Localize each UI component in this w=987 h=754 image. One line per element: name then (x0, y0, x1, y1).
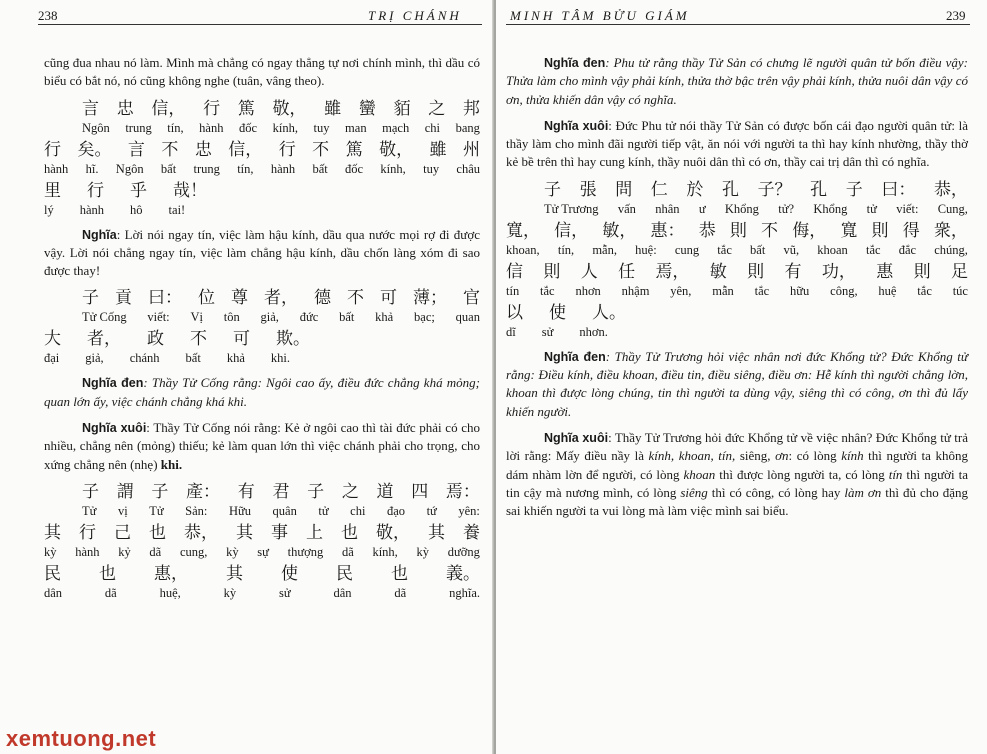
romanization-word: kính, (380, 161, 406, 176)
keyword-run: ơn (775, 448, 789, 464)
han-char: 敏， (602, 220, 637, 241)
romanization-word: Sản: (185, 503, 208, 518)
romanization-word: tử (866, 201, 877, 216)
romanization-word: sự (257, 544, 269, 559)
nghia-xuoi-paragraph-1 (506, 117, 968, 172)
romanization-word: kỳ (223, 585, 237, 600)
quote-block-1 (44, 99, 480, 218)
romanization-word: dưỡng (447, 544, 480, 559)
han-char: 養 (463, 522, 480, 543)
han-char: 雖 (324, 98, 342, 119)
romanization-word: lý (44, 202, 54, 217)
nghia-den-text: : Phu tử rằng thầy Tử Sản có chưng lẽ người quân tử bốn điều vậy: Thửa làm cho mình vậy phải kính, thửa thờ bậc trên vậy phải kính, thửa nuôi dân vậy có ơn, thửa khiến dân vậy có nghĩa. (506, 55, 968, 107)
han-char: 矣。 (77, 139, 112, 160)
nghia-xuoi-label: Nghĩa xuôi (544, 118, 609, 133)
keyword-run: tín (888, 466, 903, 482)
text-run: thì đủ cho đặng sai khiến người ta vui lòng mà làm việc mình sai biểu. (506, 484, 969, 519)
han-char: 薄； (413, 288, 447, 309)
han-char: 子 (307, 481, 325, 502)
quote-block-2 (44, 288, 480, 366)
han-char: 敬， (272, 98, 307, 119)
han-char: 仁 (650, 179, 668, 200)
han-char: 恭 (698, 220, 716, 241)
romanization-word: Hữu (228, 503, 251, 518)
header-rule-left (38, 24, 482, 25)
romanization-word: tín, (557, 242, 575, 257)
romanization-word: tai! (168, 202, 186, 217)
romanization-word: khả (375, 310, 394, 325)
romanization-word: bất (185, 351, 201, 366)
romanization-line (44, 309, 480, 325)
han-char: 信， (228, 139, 263, 160)
intro-paragraph: cũng đua nhau nó làm. Mình mà chẳng có ngay thẳng tự nơi chính mình, thì dầu có biểu có bắt nó, nó cũng không nghe (tuân, vâng theo). (44, 55, 480, 89)
han-char: 位 (198, 288, 215, 309)
han-char: 問 (615, 179, 633, 200)
han-char: 人。 (592, 302, 626, 323)
nghia-den-label: Nghĩa đen (82, 376, 144, 391)
han-char: 言 (127, 139, 145, 160)
watermark-link[interactable]: xemtuong.net (6, 726, 157, 751)
han-char: 貊 (393, 98, 411, 119)
romanization-line (506, 324, 968, 340)
romanization-word: bất (160, 161, 177, 176)
han-char: 謂 (116, 481, 134, 502)
text-run: thì có công, có lòng hay (707, 484, 845, 500)
han-char: 之 (428, 98, 446, 119)
han-char: 哉！ (173, 180, 207, 201)
nghia-den-label: Nghĩa đen (544, 349, 606, 364)
romanization-word: quân (272, 503, 297, 518)
han-char: 行 (44, 139, 61, 160)
han-char: 子 (845, 179, 863, 200)
romanization-word: yên, (670, 283, 692, 298)
han-char: 惠 (876, 261, 894, 282)
han-char: 則 (913, 261, 931, 282)
han-char: 義。 (446, 563, 480, 584)
nghia-xuoi-label: Nghĩa xuôi (82, 421, 147, 436)
text-run: thì được lòng người ta, có lòng (715, 466, 889, 482)
han-char: 焉： (445, 481, 480, 502)
han-char: 忠 (194, 139, 212, 160)
romanization-word: cung (674, 242, 700, 257)
romanization-word: bất (339, 310, 355, 325)
han-char: 行 (203, 98, 221, 119)
han-char: 者， (264, 288, 298, 309)
romanization-word: tín (506, 283, 520, 298)
romanization-word: kính, (272, 120, 298, 135)
nghia-den-text: : Thầy Tử Cống rằng: Ngôi cao ấy, điều đức chẳng khá mỏng; quan lớn ấy, việc chánh chẳng khá khi. (44, 375, 480, 409)
romanization-word: hữu (790, 283, 810, 298)
romanization-word: hô (130, 202, 143, 217)
han-char: 行 (79, 522, 96, 543)
nghia-den-text: : Thầy Tử Trương hỏi việc nhân nơi đức Khổng tử? Đức Khổng tử rằng: Điều kính, điều khoan, điều tin, điều siêng, điều ơn: Hễ kính thì người chẳng lờn, khoan thì được lòng chúng, tin thì người ta dùng vậy, siêng thì có công, ơn thì đủ lấy khiến người. (506, 348, 968, 419)
nghia-den-paragraph-1 (506, 54, 968, 109)
han-char: 足 (950, 261, 968, 282)
han-char: 曰： (148, 288, 182, 309)
quote-block-4 (506, 180, 968, 340)
han-char: 惠， (154, 563, 188, 584)
romanization-word: kỳ (226, 544, 239, 559)
romanization-word: kỷ (118, 544, 131, 559)
han-char: 不 (161, 139, 179, 160)
romanization-word: vũ, (783, 242, 800, 257)
romanization-word: yên: (458, 503, 480, 518)
romanization-word: Tử (149, 503, 164, 518)
romanization-word: đốc (239, 120, 258, 135)
romanization-word: tắc (917, 283, 932, 298)
han-char: 子 (151, 481, 169, 502)
han-char: 有 (784, 261, 802, 282)
romanization-word: Khổng (724, 201, 759, 216)
romanization-word: đức (299, 310, 319, 325)
han-char: 事 (271, 522, 288, 543)
romanization-word: ư (698, 201, 706, 216)
han-line (506, 303, 968, 324)
han-char: 敬， (379, 139, 414, 160)
nghia-xuoi-text: : Đức Phu tử nói thầy Tử Sản có được bốn cái đạo người quân tử: là thầy làm cho mình đãi người tiếp vật, ăn nói với người ta thì hay kính nhường, thầy thờ kẻ bề trên thì hay cung kính, thầy nuôi dân thì có ơn, thầy cai trị dân thì có nghĩa. (506, 117, 968, 170)
han-line (44, 181, 480, 202)
han-char: 己 (114, 522, 131, 543)
romanization-word: công, (830, 283, 858, 298)
han-char: 也 (341, 522, 358, 543)
han-char: 蠻 (358, 98, 376, 119)
nghia-den-paragraph-4 (506, 348, 968, 421)
romanization-word: viết: (896, 201, 919, 216)
han-char: 尊 (231, 288, 248, 309)
han-char: 則 (729, 220, 747, 241)
han-char: 可 (380, 288, 397, 309)
han-char: 子 (82, 481, 99, 502)
han-char: 也 (391, 563, 408, 584)
han-char: 其 (226, 563, 243, 584)
han-char: 子？ (757, 179, 792, 200)
romanization-word: dã (341, 544, 354, 559)
romanization-word: nhân (655, 201, 680, 216)
romanization-line (506, 283, 968, 299)
han-char: 也 (99, 563, 116, 584)
romanization-word: tắc (865, 242, 881, 257)
han-char: 信， (554, 220, 589, 241)
han-char: 也 (149, 522, 166, 543)
han-char: 以 (506, 302, 523, 323)
romanization-word: hành (199, 120, 224, 135)
romanization-word: dân (333, 585, 352, 600)
han-char: 信， (151, 98, 186, 119)
han-char: 侮， (792, 220, 827, 241)
han-char: 孔 (721, 179, 739, 200)
han-char: 子 (82, 288, 99, 309)
romanization-word: kỳ (44, 544, 57, 559)
han-line (44, 140, 480, 161)
romanization-word: huệ, (159, 585, 181, 600)
han-char: 道 (376, 481, 394, 502)
romanization-word: tứ (426, 503, 437, 518)
header-rule-right (506, 24, 970, 25)
romanization-word: kỳ (416, 544, 430, 559)
romanization-word: Vị (190, 310, 203, 325)
han-char: 恭， (184, 522, 218, 543)
romanization-word: quan (455, 310, 480, 325)
han-char: 可 (233, 329, 250, 350)
romanization-word: bất (750, 242, 766, 257)
han-char: 言 (82, 98, 99, 119)
romanization-word: khoan (817, 242, 848, 257)
romanization-line (44, 350, 480, 366)
romanization-word: dã (394, 585, 407, 600)
romanization-word: chánh (129, 351, 160, 366)
han-char: 則 (747, 261, 765, 282)
han-char: 信 (506, 261, 523, 282)
romanization-word: nhậm (621, 283, 650, 298)
han-line (44, 329, 480, 350)
romanization-word: khi. (270, 351, 290, 366)
han-char: 焉， (655, 261, 690, 282)
nghia-label: Nghĩa (82, 227, 117, 242)
nghia-den-paragraph-2 (44, 374, 480, 411)
romanization-word: Ngôn (82, 120, 110, 135)
han-char: 行 (87, 180, 104, 201)
han-char: 不 (312, 139, 330, 160)
han-char: 張 (579, 179, 597, 200)
romanization-word: bang (455, 120, 480, 135)
romanization-word: Ngôn (115, 161, 144, 176)
running-title-left: TRỊ CHÁNH (368, 8, 462, 23)
romanization-line (44, 120, 480, 136)
han-char: 孔 (810, 179, 828, 200)
han-char: 寬 (840, 220, 858, 241)
romanization-word: sử (541, 324, 554, 339)
text-run: : Thầy Tử Trương hỏi đức Khổng tử về việc nhân? Đức Khổng tử trả lời rằng: Mấy điều nầy là (506, 429, 968, 464)
romanization-line (44, 585, 480, 601)
han-char: 敏 (709, 261, 727, 282)
romanization-word: mạch (382, 120, 410, 135)
han-char: 功， (821, 261, 856, 282)
han-char: 行 (278, 139, 296, 160)
romanization-word: tín, (237, 161, 254, 176)
han-char: 雖 (429, 139, 447, 160)
romanization-word: bất (312, 161, 328, 176)
nghia-paragraph-1 (44, 226, 480, 281)
romanization-word: Cung, (937, 201, 968, 216)
han-char: 其 (236, 522, 253, 543)
romanization-line (44, 503, 480, 519)
romanization-word: tử (318, 503, 329, 518)
han-char: 邦 (462, 98, 480, 119)
nghia-xuoi-text-end: khi. (157, 456, 183, 472)
han-char: 篤 (345, 139, 363, 160)
page-number-right: 239 (946, 8, 966, 23)
han-line (506, 221, 968, 242)
page-number-left: 238 (38, 8, 58, 23)
han-char: 州 (462, 139, 480, 160)
han-line (506, 262, 968, 283)
han-char: 乎 (130, 180, 147, 201)
romanization-word: viết: (147, 310, 170, 325)
nghia-den-label: Nghĩa đen (544, 56, 606, 70)
han-char: 民 (336, 563, 353, 584)
romanization-word: kính, (372, 544, 398, 559)
han-char: 不 (761, 220, 779, 241)
han-char: 衆， (933, 220, 968, 241)
romanization-word: hành (44, 161, 69, 176)
han-char: 則 (871, 220, 889, 241)
keyword-run: kính (841, 448, 864, 464)
han-char: 有 (237, 481, 255, 502)
romanization-word: hành (270, 161, 296, 176)
romanization-word: dĩ (506, 324, 516, 339)
nghia-xuoi-paragraph-4 (506, 429, 968, 520)
romanization-line (506, 201, 968, 217)
romanization-line (506, 242, 968, 258)
han-char: 得 (902, 220, 920, 241)
romanization-word: đắc (898, 242, 917, 257)
keyword-run: làm ơn (844, 484, 882, 500)
han-char: 敬， (376, 522, 410, 543)
han-char: 上 (306, 522, 323, 543)
han-char: 不 (347, 288, 364, 309)
keyword-run: khoan (683, 466, 716, 482)
romanization-word: chi (424, 120, 441, 135)
han-char: 忠 (116, 98, 134, 119)
romanization-word: chúng, (934, 242, 968, 257)
romanization-word: huệ (878, 283, 897, 298)
han-char: 其 (44, 522, 61, 543)
romanization-word: châu (456, 161, 480, 176)
han-char: 人 (580, 261, 598, 282)
keyword-run: siêng (680, 484, 708, 500)
han-char: 君 (272, 481, 290, 502)
han-char: 惠： (650, 220, 685, 241)
romanization-word: chi (350, 503, 366, 518)
text-run: thì người ta không dám nhàm lờn để người, có lòng (506, 448, 968, 482)
right-page-body (506, 54, 968, 528)
romanization-word: thượng (287, 544, 324, 559)
keyword-run: kính, khoan, tín, (648, 448, 736, 464)
romanization-word: dã (104, 585, 117, 600)
han-char: 篤 (237, 98, 255, 119)
romanization-word: huệ: (635, 242, 657, 257)
romanization-line (44, 544, 480, 560)
running-title-right: MINH TÂM BỬU GIÁM (510, 8, 690, 23)
romanization-word: túc (952, 283, 968, 298)
romanization-word: đại (44, 351, 60, 366)
romanization-word: đạo (386, 503, 406, 518)
romanization-line (44, 161, 480, 177)
han-line (44, 523, 480, 544)
han-char: 者， (87, 329, 121, 350)
romanization-word: dân (44, 585, 63, 600)
romanization-word: Khổng (813, 201, 848, 216)
han-char: 於 (686, 179, 704, 200)
han-char: 德 (314, 288, 331, 309)
text-run: siêng, (735, 448, 776, 464)
han-char: 里 (44, 180, 61, 201)
nghia-xuoi-paragraph-2 (44, 419, 480, 474)
nghia-text: : Lời nói ngay tín, việc làm hậu kính, dầu qua nước mọi rợ đi được vậy. Lời nói chẳng ngay tín, việc làm chẳng hậu kính, dầu chốn làng xóm đi sao được thay! (44, 226, 480, 279)
han-char: 恭， (933, 179, 968, 200)
romanization-word: tuy (423, 161, 440, 176)
romanization-word: vấn (617, 201, 636, 216)
han-char: 使 (281, 563, 298, 584)
han-char: 官 (463, 288, 480, 309)
romanization-word: trung (125, 120, 152, 135)
quote-block-3 (44, 482, 480, 601)
romanization-word: tôn (223, 310, 240, 325)
han-char: 之 (341, 481, 359, 502)
romanization-word: khoan, (506, 242, 540, 257)
romanization-word: Tử (82, 503, 97, 518)
romanization-word: tắc (754, 283, 770, 298)
romanization-word: nhơn (575, 283, 601, 298)
romanization-word: trung (193, 161, 220, 176)
romanization-word: khả (226, 351, 245, 366)
romanization-word: giả, (260, 310, 279, 325)
romanization-word: mẫn (712, 283, 734, 298)
han-char: 貢 (115, 288, 132, 309)
romanization-word: sử (279, 585, 291, 600)
romanization-word: bạc; (414, 310, 435, 325)
romanization-word: tuy (313, 120, 330, 135)
han-char: 產： (186, 481, 221, 502)
romanization-word: đốc (345, 161, 364, 176)
romanization-word: tín, (167, 120, 184, 135)
nghia-xuoi-text: : Thầy Tử Cống nói rằng: Kẻ ở ngôi cao thì tài đức phải có cho nhiều, chẳng nên (mỏng) thiếu; kẻ làm quan lớn thì việc chánh phải cho trọng, cho xứng chẳng nên (nhẹ) (44, 420, 480, 472)
han-line (44, 564, 480, 585)
left-page-body (44, 54, 480, 609)
romanization-word: mẫn, (592, 242, 617, 257)
han-char: 大 (44, 329, 61, 350)
han-char: 曰： (881, 179, 916, 200)
romanization-word: Tử Trương (544, 201, 599, 216)
romanization-line (44, 202, 480, 218)
romanization-word: hành (79, 202, 105, 217)
han-char: 任 (618, 261, 636, 282)
han-line (506, 180, 968, 201)
romanization-word: nhơn. (579, 324, 608, 339)
romanization-word: hành (75, 544, 100, 559)
text-run: thì người ta tin cậy mà nương mình, có lòng (506, 466, 969, 500)
text-run: : có lòng (788, 448, 842, 464)
romanization-word: hĩ. (85, 161, 99, 176)
han-char: 使 (549, 302, 566, 323)
han-char: 不 (190, 329, 207, 350)
romanization-word: dã (149, 544, 162, 559)
han-char: 則 (543, 261, 561, 282)
han-line (44, 288, 480, 309)
han-char: 欺。 (276, 329, 310, 350)
romanization-word: giả, (85, 351, 104, 366)
romanization-word: vị (117, 503, 128, 518)
romanization-word: cung, (179, 544, 208, 559)
romanization-word: nghĩa. (449, 585, 480, 600)
nghia-xuoi-label: Nghĩa xuôi (544, 430, 609, 445)
romanization-word: man (345, 120, 367, 135)
right-page (496, 0, 987, 754)
han-char: 四 (411, 481, 429, 502)
han-char: 子 (544, 179, 561, 200)
han-char: 民 (44, 563, 61, 584)
han-line (44, 482, 480, 503)
romanization-word: tử? (778, 201, 795, 216)
romanization-word: tắc (540, 283, 555, 298)
han-char: 政 (147, 329, 164, 350)
romanization-word: Tử Cống (82, 310, 127, 325)
romanization-word: tắc (717, 242, 732, 257)
han-line (44, 99, 480, 120)
han-char: 其 (428, 522, 445, 543)
han-char: 寬， (506, 220, 540, 241)
